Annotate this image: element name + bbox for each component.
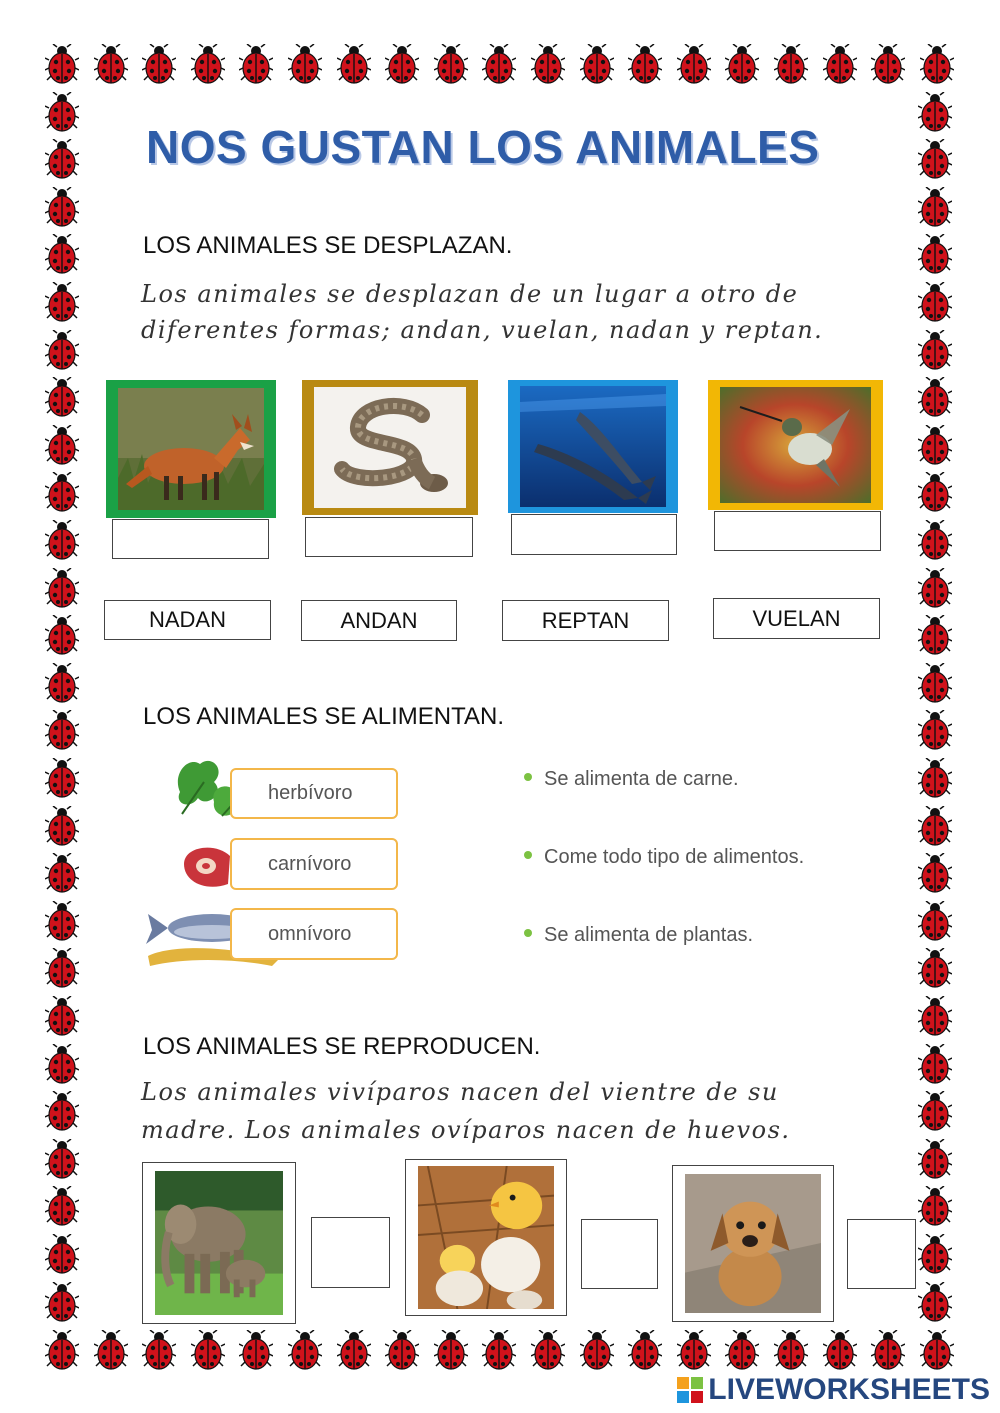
ladybug-icon [918, 282, 952, 322]
ladybug-icon [918, 377, 952, 417]
ladybug-icon [45, 806, 79, 846]
tag-herbivoro[interactable]: herbívoro [230, 768, 398, 819]
bullet-icon [524, 851, 532, 859]
ladybug-icon [337, 1330, 371, 1370]
definition-item[interactable] [524, 924, 753, 947]
section-text-line: Los animales vivíparos nacen del vientre de su [141, 1078, 779, 1106]
ladybug-icon [191, 1330, 225, 1370]
ladybug-icon [45, 330, 79, 370]
ladybug-icon [45, 1091, 79, 1131]
ladybug-icon [45, 1139, 79, 1179]
answer-box-puppy[interactable] [847, 1219, 916, 1289]
ladybug-icon [677, 1330, 711, 1370]
ladybug-icon [45, 710, 79, 750]
ladybug-icon [918, 139, 952, 179]
ladybug-icon [45, 234, 79, 274]
ladybug-icon [918, 1234, 952, 1274]
ladybug-icon [531, 44, 565, 84]
ladybug-icon [482, 1330, 516, 1370]
ladybug-icon [725, 44, 759, 84]
ladybug-icon [823, 44, 857, 84]
ladybug-icon [918, 1139, 952, 1179]
ladybug-icon [434, 44, 468, 84]
ladybug-icon [45, 1044, 79, 1084]
ladybug-icon [45, 1186, 79, 1226]
definition-item[interactable] [524, 846, 804, 869]
ladybug-icon [288, 44, 322, 84]
ladybug-icon [918, 1044, 952, 1084]
answer-box-elephants[interactable] [311, 1217, 390, 1288]
definition-item[interactable] [524, 768, 739, 791]
hummingbird-image [720, 387, 871, 503]
chicks-image [418, 1166, 554, 1309]
elephants-photo [142, 1162, 296, 1324]
ladybug-icon [918, 472, 952, 512]
ladybug-icon [45, 996, 79, 1036]
ladybug-icon [385, 44, 419, 84]
ladybug-icon [920, 44, 954, 84]
brand-name: LIVEWORKSHEETS [708, 1373, 990, 1406]
answer-box-dolphins[interactable] [511, 514, 677, 555]
ladybug-icon [434, 1330, 468, 1370]
ladybug-icon [918, 92, 952, 132]
ladybug-icon [628, 1330, 662, 1370]
ladybug-icon [918, 948, 952, 988]
liveworksheets-logo[interactable] [676, 1373, 990, 1407]
ladybug-icon [677, 44, 711, 84]
ladybug-icon [45, 472, 79, 512]
ladybug-icon [45, 615, 79, 655]
answer-box-hummingbird[interactable] [714, 511, 881, 551]
section-heading-reproducen: LOS ANIMALES SE REPRODUCEN. [143, 1033, 541, 1060]
answer-box-chicks[interactable] [581, 1219, 658, 1289]
ladybug-icon [918, 758, 952, 798]
word-andan[interactable]: ANDAN [301, 600, 457, 641]
ladybug-icon [142, 1330, 176, 1370]
ladybug-icon [918, 853, 952, 893]
puppy-image [685, 1174, 821, 1313]
ladybug-icon [918, 187, 952, 227]
ladybug-icon [337, 44, 371, 84]
section-heading-desplazan: LOS ANIMALES SE DESPLAZAN. [143, 232, 513, 259]
ladybug-icon [918, 330, 952, 370]
ladybug-icon [918, 663, 952, 703]
ladybug-icon [239, 1330, 273, 1370]
ladybug-icon [628, 44, 662, 84]
puppy-photo [672, 1165, 834, 1322]
ladybug-icon [45, 1282, 79, 1322]
ladybug-icon [918, 425, 952, 465]
ladybug-icon [45, 1330, 79, 1370]
ladybug-icon [45, 425, 79, 465]
ladybug-icon [918, 996, 952, 1036]
ladybug-icon [580, 1330, 614, 1370]
word-reptan[interactable]: REPTAN [502, 600, 669, 641]
ladybug-icon [191, 44, 225, 84]
ladybug-icon [94, 44, 128, 84]
ladybug-icon [45, 1234, 79, 1274]
ladybug-icon [482, 44, 516, 84]
ladybug-icon [45, 568, 79, 608]
fox-image [118, 388, 264, 510]
bullet-icon [524, 929, 532, 937]
ladybug-icon [918, 1186, 952, 1226]
elephants-image [155, 1171, 283, 1315]
ladybug-icon [725, 1330, 759, 1370]
section-text-line: Los animales se desplazan de un lugar a otro de [141, 280, 799, 308]
page-title: NOS GUSTAN LOS ANIMALES [146, 121, 820, 173]
word-nadan[interactable]: NADAN [104, 600, 271, 640]
ladybug-icon [385, 1330, 419, 1370]
fox-photo [106, 380, 276, 518]
chicks-photo [405, 1159, 567, 1316]
ladybug-icon [45, 853, 79, 893]
ladybug-icon [920, 1330, 954, 1370]
section-heading-alimentan: LOS ANIMALES SE ALIMENTAN. [143, 703, 505, 730]
hummingbird-photo [708, 380, 883, 510]
ladybug-icon [45, 92, 79, 132]
section-text-line: diferentes formas; andan, vuelan, nadan y reptan. [141, 316, 824, 344]
snake-photo [302, 380, 478, 515]
ladybug-icon [823, 1330, 857, 1370]
ladybug-icon [918, 710, 952, 750]
ladybug-icon [45, 901, 79, 941]
ladybug-icon [94, 1330, 128, 1370]
ladybug-icon [918, 520, 952, 560]
definition-text: Se alimenta de plantas. [544, 924, 754, 946]
ladybug-icon [239, 44, 273, 84]
ladybug-icon [580, 44, 614, 84]
ladybug-icon [918, 901, 952, 941]
ladybug-icon [918, 1091, 952, 1131]
ladybug-icon [918, 615, 952, 655]
answer-box-snake[interactable] [305, 517, 473, 557]
ladybug-icon [871, 44, 905, 84]
dolphins-image [520, 386, 666, 507]
tag-carnivoro[interactable]: carnívoro [230, 838, 398, 890]
ladybug-icon [45, 377, 79, 417]
dolphins-photo [508, 380, 678, 513]
ladybug-icon [531, 1330, 565, 1370]
live-logo-icon [676, 1376, 704, 1404]
ladybug-icon [45, 758, 79, 798]
ladybug-icon [45, 282, 79, 322]
ladybug-icon [871, 1330, 905, 1370]
tag-omnivoro[interactable]: omnívoro [230, 908, 398, 960]
snake-image [314, 387, 466, 508]
definition-text: Come todo tipo de alimentos. [544, 846, 805, 868]
ladybug-icon [918, 1282, 952, 1322]
ladybug-icon [45, 187, 79, 227]
answer-box-fox[interactable] [112, 519, 269, 559]
ladybug-icon [45, 44, 79, 84]
ladybug-icon [774, 44, 808, 84]
ladybug-icon [918, 806, 952, 846]
ladybug-icon [774, 1330, 808, 1370]
ladybug-icon [142, 44, 176, 84]
ladybug-icon [45, 520, 79, 560]
ladybug-icon [918, 568, 952, 608]
ladybug-icon [918, 234, 952, 274]
ladybug-icon [45, 139, 79, 179]
section-text-line: madre. Los animales ovíparos nacen de huevos. [141, 1116, 791, 1144]
ladybug-icon [45, 663, 79, 703]
ladybug-icon [45, 948, 79, 988]
ladybug-icon [288, 1330, 322, 1370]
definition-text: Se alimenta de carne. [544, 768, 739, 790]
bullet-icon [524, 773, 532, 781]
word-vuelan[interactable]: VUELAN [713, 598, 880, 639]
